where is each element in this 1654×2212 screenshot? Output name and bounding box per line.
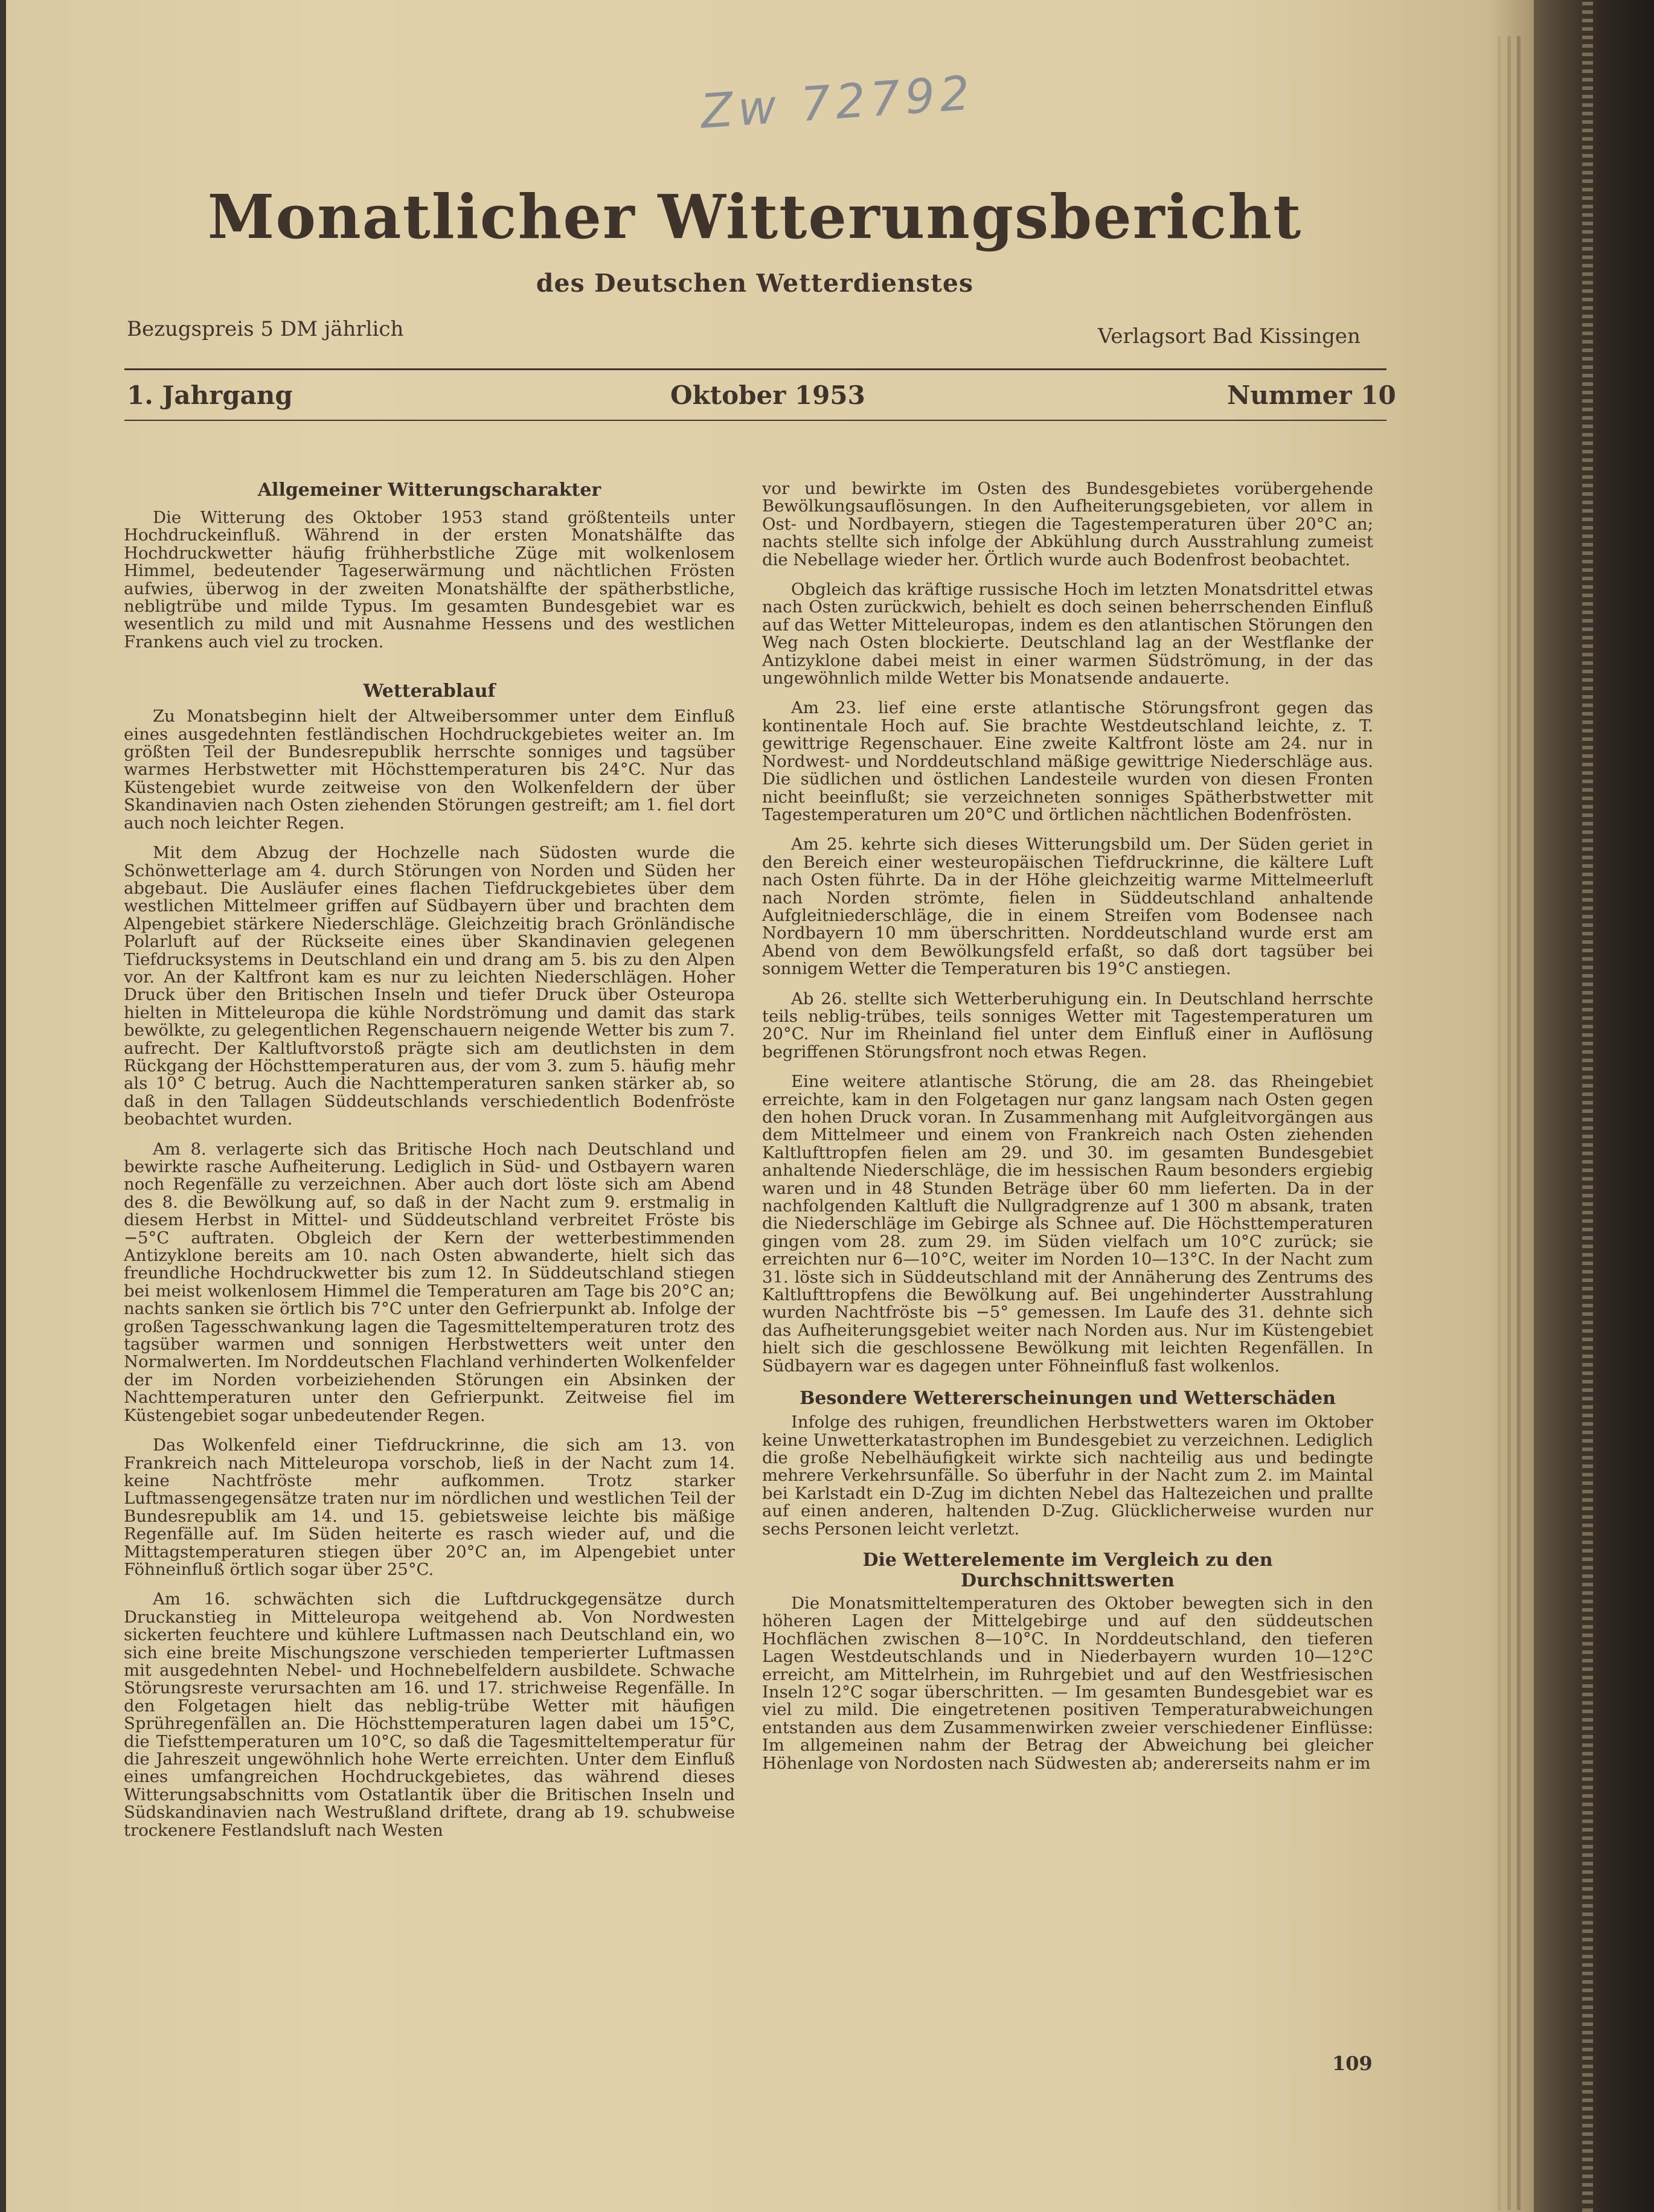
section-heading-events: Besondere Wettererscheinungen und Wetterschäden — [800, 1388, 1336, 1409]
book-binding — [1528, 0, 1654, 2212]
binding-stitching — [1582, 0, 1593, 2212]
page-title: Monatlicher Witterungsbericht — [207, 181, 1303, 252]
subscription-price: Bezugspreis 5 DM jährlich — [127, 317, 404, 341]
right-column — [762, 480, 1373, 1772]
issue-month: Oktober 1953 — [670, 380, 865, 410]
section-heading-elements: Die Wetterelemente im Vergleich zu den Durchschnittswerten — [862, 1549, 1273, 1591]
paragraph: Die Witterung des Oktober 1953 stand größtenteils unter Hochdruckeinfluß. Während in der ersten Monatshälfte das Hochdruckwetter häufig frühherbstliche Züge mit wolkenlosem Himmel, bedeutender Tageserwärmung und nächtlichen Frösten aufwies, überwog in der zweiten Monatshälfte der spätherbstliche, nebligtrübe und milde Typus. Im gesamten Bundesgebiet war es wesentlich zu mild und mit Ausnahme Hessens und des westlichen Frankens auch viel zu trocken. — [124, 508, 735, 652]
paragraph: Am 25. kehrte sich dieses Witterungsbild um. Der Süden geriet in den Bereich einer westeuropäischen Tiefdruckrinne, die kältere Luft nach Osten führte. Da in der Höhe gleichzeitig warme Mittelmeerluft nach Norden strömte, fielen in Süddeutschland anhaltende Aufgleitniederschläge, die in einem Streifen vom Bodensee nach Nordbayern 10 mm überschritten. Norddeutschland wurde erst am Abend von dem Bewölkungsfeld erfaßt, so daß dort tagsüber bei sonnigem Wetter die Temperaturen bis 19°C anstiegen. — [762, 835, 1373, 979]
page-edge — [1507, 36, 1511, 2210]
paragraph: Infolge des ruhigen, freundlichen Herbstwetters waren im Oktober keine Unwetterkatastrophen im Bundesgebiet zu verzeichnen. Lediglich die große Nebelhäufigkeit wirkte sich nachteilig aus und bedingte mehrere Verkehrsunfälle. So überfuhr in der Nacht zum 2. im Maintal bei Karlstadt ein D-Zug im dichten Nebel das Haltezeichen und prallte auf einen anderen, haltenden D-Zug. Glücklicherweise wurden nur sechs Personen leicht verletzt. — [762, 1412, 1373, 1539]
page-edge — [1517, 36, 1521, 2210]
handwritten-note: Zw 72792 — [699, 66, 976, 139]
issue-number: Nummer 10 — [1227, 380, 1396, 410]
header-rule-bottom — [124, 420, 1386, 421]
page-subtitle: des Deutschen Wetterdienstes — [536, 269, 974, 298]
document-page — [6, 0, 1534, 2212]
paragraph: Die Monatsmitteltemperaturen des Oktober bewegten sich in den höheren Lagen der Mittelgebirge und auf den süddeutschen Hochflächen zwischen 8—10°C. In Norddeutschland, den tieferen Lagen Westdeutschlands und in Niederbayern wurden 10—12°C erreicht, am Mittelrhein, im Ruhrgebiet und auf den Westfriesischen Inseln 12°C sogar überschritten. — Im gesamten Bundesgebiet war es viel zu mild. Die eingetretenen positiven Temperaturabweichungen entstanden aus dem Zusammenwirken zweier verschiedener Einflüsse: Im allgemeinen nahm der Betrag der Abweichung bei gleicher Höhenlage von Nordosten nach Südwesten ab; andererseits nahm er im — [762, 1593, 1373, 1773]
section-heading-general: Allgemeiner Witterungscharakter — [257, 479, 601, 501]
page-edge — [1498, 36, 1501, 2210]
paragraph: Zu Monatsbeginn hielt der Altweibersommer unter dem Einfluß eines ausgedehnten festländischen Hochdruckgebietes weiter an. Im größten Teil der Bundesrepublik herrschte sonniges und tagsüber warmes Herbstwetter mit Höchsttemperaturen bis 24°C. Nur das Küstengebiet wurde zeitweise von den Wolkenfeldern der über Skandinavien nach Osten ziehenden Störungen gestreift; am 1. fiel dort auch noch leichter Regen. — [124, 707, 735, 833]
paragraph: Eine weitere atlantische Störung, die am 28. das Rheingebiet erreichte, kam in den Folgetagen nur ganz langsam nach Osten gegen den hohen Druck voran. In Zusammenhang mit Aufgleitvorgängen aus dem Mittelmeer und einem von Frankreich nach Osten ziehenden Kaltlufttropfen fielen am 29. und 30. im gesamten Bundesgebiet anhaltende Niederschläge, die im hessischen Raum besonders ergiebig waren und in 48 Stunden Beträge über 60 mm lieferten. Da in der nachfolgenden Kaltluft die Nullgradgrenze auf 1 300 m absank, traten die Niederschläge im Gebirge als Schnee auf. Die Höchsttemperaturen gingen vom 28. zum 29. im Süden vielfach um 10°C zurück; sie erreichten nur 6—10°C, weiter im Norden 10—13°C. In der Nacht zum 31. löste sich in Süddeutschland mit der Annäherung des Zentrums des Kaltlufttropfens die Bewölkung auf. Bei ungehinderter Ausstrahlung wurden Nachtfröste bis −5° gemessen. Im Laufe des 31. dehnte sich das Aufheiterungsgebiet weiter nach Norden aus. Nur im Küstengebiet hielt sich die geschlossene Bewölkung mit leichten Regenfällen. In Südbayern war es dagegen unter Föhneinfluß fast wolkenlos. — [762, 1072, 1373, 1376]
paragraph: Am 16. schwächten sich die Luftdruckgegensätze durch Druckanstieg in Mitteleuropa weitgehend ab. Von Nordwesten sickerten feuchtere und kühlere Luftmassen nach Deutschland ein, wo sich eine breite Mischungszone verschieden temperierter Luftmassen mit ausgedehnten Nebel- und Hochnebelfeldern ausbildete. Schwache Störungsreste verursachten am 16. und 17. strichweise Regenfälle. In den Folgetagen hielt das neblig-trübe Wetter mit häufigen Sprühregenfällen an. Die Höchsttemperaturen lagen dabei um 15°C, die Tiefsttemperaturen um 10°C, so daß die Tagesmitteltemperatur für die Jahreszeit ungewöhnlich hohe Werte erreichten. Unter dem Einfluß eines umfangreichen Hochdruckgebietes, das während dieses Witterungsabschnitts vom Ostatlantik über die Britischen Inseln und Südskandinavien nach Westrußland driftete, drang ab 19. schubweise trockenere Festlandsluft nach Westen — [124, 1589, 735, 1840]
paragraph: Am 8. verlagerte sich das Britische Hoch nach Deutschland und bewirkte rasche Aufheiterung. Lediglich in Süd- und Ostbayern waren noch Regenfälle zu verzeichnen. Aber auch dort löste sich am Abend des 8. die Bewölkung auf, so daß in der Nacht zum 9. erstmalig in diesem Herbst in Mittel- und Süddeutschland verbreitet Fröste bis −5°C auftraten. Obgleich der Kern der wetterbestimmenden Antizyklone bereits am 10. nach Osten abwanderte, hielt sich das freundliche Hochdruckwetter bis zum 12. In Süddeutschland stiegen bei meist wolkenlosem Himmel die Temperaturen am Tage bis 20°C an; nachts sanken sie örtlich bis 7°C unter den Gefrierpunkt ab. Infolge der großen Tagesschwankung lagen die Tagesmitteltemperaturen trotz des tagsüber warmen und sonnigen Herbstwetters weit unter den Normalwerten. Im Norddeutschen Flachland verhinderten Wolkenfelder der im Norden vorbeiziehenden Störungen ein Absinken der Nachttemperaturen unter den Gefrierpunkt. Zeitweise fiel im Küstengebiet sogar unbedeutender Regen. — [124, 1139, 735, 1425]
header-rule-top — [124, 368, 1386, 370]
section-heading-course: Wetterablauf — [363, 681, 496, 702]
paragraph: Das Wolkenfeld einer Tiefdruckrinne, die sich am 13. von Frankreich nach Mitteleuropa vorschob, ließ in der Nacht zum 14. keine Nachtfröste mehr aufkommen. Trotz starker Luftmassengegensätze traten nur im nördlichen und westlichen Teil der Bundesrepublik am 14. und 15. gebietsweise leichte bis mäßige Regenfälle auf. Im Süden heiterte es rasch wieder auf, und die Mittagstemperaturen stiegen über 20°C an, im Alpengebiet unter Föhneinfluß örtlich sogar über 25°C. — [124, 1435, 735, 1579]
volume-label: 1. Jahrgang — [127, 380, 293, 410]
page-number: 109 — [1332, 2052, 1373, 2075]
paragraph: Obgleich das kräftige russische Hoch im letzten Monatsdrittel etwas nach Osten zurückwich, behielt es doch seinen beherrschenden Einfluß auf das Wetter Mitteleuropas, indem es den atlantischen Störungen den Weg nach Osten blockierte. Deutschland lag an der Westflanke der Antizyklone dabei meist in einer warmen Südströmung, in der das ungewöhnlich milde Wetter bis Monatsende andauerte. — [762, 580, 1373, 688]
paragraph: Ab 26. stellte sich Wetterberuhigung ein. In Deutschland herrschte teils neblig-trübes, teils sonniges Wetter mit Tagestemperaturen um 20°C. Nur im Rheinland fiel unter dem Einfluß einer in Auflösung begriffenen Störungsfront noch etwas Regen. — [762, 989, 1373, 1062]
paragraph: Am 23. lief eine erste atlantische Störungsfront gegen das kontinentale Hoch auf. Sie brachte Westdeutschland leichte, z. T. gewittrige Regenschauer. Eine zweite Kaltfront löste am 24. nur in Nordwest- und Norddeutschland mäßige gewittrige Niederschläge aus. Die südlichen und östlichen Landesteile wurden von diesen Fronten nicht beeinflußt; sie verzeichneten sonniges Spätherbstwetter mit Tagestemperaturen um 20°C und örtlichen nächtlichen Bodenfrösten. — [762, 698, 1373, 824]
paragraph: Mit dem Abzug der Hochzelle nach Südosten wurde die Schönwetterlage am 4. durch Störungen von Norden und Süden her abgebaut. Die Ausläufer eines flachen Tiefdruckgebietes über dem westlichen Mittelmeer griffen auf Südbayern über und brachten dem Alpengebiet stärkere Niederschläge. Gleichzeitig brach Grönländische Polarluft auf der Rückseite eines über Skandinavien gelegenen Tiefdrucksystems in Deutschland ein und drang am 5. bis zu den Alpen vor. An der Kaltfront kam es nur zu leichten Niederschlägen. Hoher Druck über den Britischen Inseln und tiefer Druck über Osteuropa hielten in Mitteleuropa die kühle Nordströmung und damit das stark bewölkte, zu gelegentlichen Regenschauern neigende Wetter bis zum 7. aufrecht. Der Kaltluftvorstoß prägte sich am deutlichsten in dem Rückgang der Höchsttemperaturen aus, der vom 3. zum 5. häufig mehr als 10° C betrug. Auch die Nachttemperaturen sanken stärker ab, so daß in den Tallagen Süddeutschlands verschiedentlich Bodenfröste beobachtet wurden. — [124, 843, 735, 1129]
publishing-place: Verlagsort Bad Kissingen — [1098, 324, 1361, 348]
paragraph: vor und bewirkte im Osten des Bundesgebietes vorübergehende Bewölkungsauflösungen. In den Aufheiterungsgebieten, vor allem in Ost- und Nordbayern, stiegen die Tagestemperaturen über 20°C an; nachts stellte sich infolge der Abkühlung durch Ausstrahlung zumeist die Nebellage wieder her. Örtlich wurde auch Bodenfrost beobachtet. — [762, 479, 1373, 569]
left-column — [124, 480, 735, 1839]
